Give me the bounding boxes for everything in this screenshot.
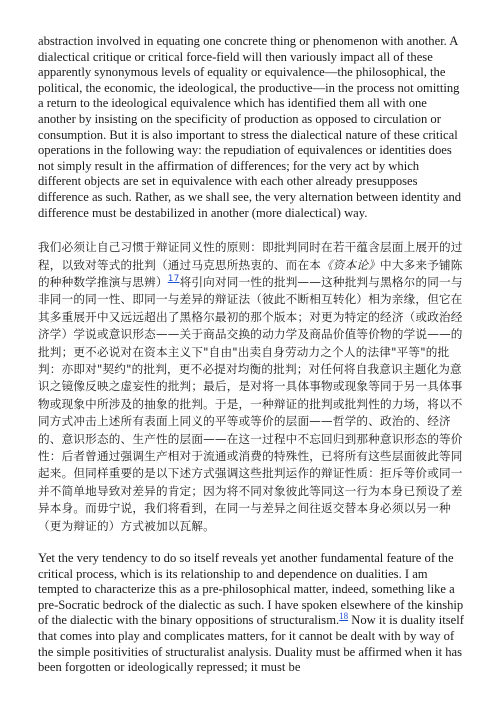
english-text-part-b: Now it is duality itself that comes into play and complicates matters, for it cannot be dealt with by way of the simple positivities of structuralist analysis. Duality must be affirmed when it has been forgotten or ideologically repressed; it must be bbox=[38, 613, 464, 675]
english-paragraph-2 bbox=[38, 551, 464, 676]
capital-book-title: 《资本论》 bbox=[321, 257, 381, 272]
english-paragraph-1: abstraction involved in equating one concrete thing or phenomenon with another. A dialectical critique or critical force-field will then variously impact all of these apparently synonymous levels of equality or equivalence—the philosophical, the political, the economic, the ideological, the productive—in the process not omitting a return to the ideological equivalence which has identified them all with one another by insisting on the specificity of production as opposed to circulation or consumption. But it is also important to stress the dialectical nature of these critical operations in the following way: the repudiation of equivalences or identities does not simply result in the affirmation of differences; for the very act by which different objects are set in equivalence with each other already presupposes difference as such. Rather, as we shall see, the very alternation between identity and difference must be destabilized in another (more dialectical) way. bbox=[38, 34, 462, 220]
english-text-part-a: Yet the very tendency to do so itself reveals yet another fundamental feature of the critical process, which is its relationship to and dependence on dualities. I am tempted to characterize this as a pre-philosophical matter, indeed, something like a pre-Socratic bedrock of the dialectic as such. I have spoken elsewhere of the kinship of the dialectic with the binary oppositions of structuralism. bbox=[38, 551, 464, 628]
chinese-text-part-b: 中大多来予铺陈的种种数学推演与思辨） bbox=[38, 257, 463, 289]
footnote-link-17[interactable]: 17 bbox=[167, 274, 180, 285]
chinese-text-part-c: 将引向对同一性的批判——这种批判与黑格尔的同一与非同一的同一性、即同一与差异的辩证法（彼此不断相互转化）相为亲缘，但它在其多重展开中又远远超出了黑格尔最初的那个版本；对更为特定的经济（或政治经济学）学说或意识形态——关于商品交换的动力学及商品价值等价物的学说——的批判；更不必说对在资本主义下"自由"出卖自身劳动力之个人的法律"平等"的批判：亦即对"契约"的批判，更不必提对均衡的批判；对任何将自我意识主题化为意识之镜像反映之虚妄性的批判；最后，是对将一具体事物或现象等同于另一具体事物或现象中所涉及的抽象的批判。于是，一种辩证的批判或批判性的力场，将以不同方式冲击上述所有表面上同义的平等或等价的层面——哲学的、政治的、经济的、意识形态的、生产性的层面——在这一过程中不忘回归到那种意识形态的等价性：后者曾通过强调生产相对于流通或消费的特殊性，已将所有这些层面彼此等同起来。但同样重要的是以下述方式强调这些批判运作的辩证性质：拒斥等价或同一并不简单地导致对差异的肯定；因为将不同对象彼此等同这一行为本身已预设了差异本身。而毋宁说，我们将看到，在同一与差异之间往返交替本身必须以另一种（更为辩证的）方式被加以瓦解。 bbox=[38, 274, 463, 533]
document-page bbox=[38, 34, 464, 676]
footnote-link-18[interactable]: 18 bbox=[339, 611, 349, 622]
chinese-text-part-a: 我们必须让自己习惯于辩证同义性的原则：即批判同时在若干蕴含层面上展开的过程，以致对等式的批判（通过马克思所热衷的、而在本 bbox=[38, 240, 463, 272]
chinese-paragraph bbox=[38, 239, 464, 535]
